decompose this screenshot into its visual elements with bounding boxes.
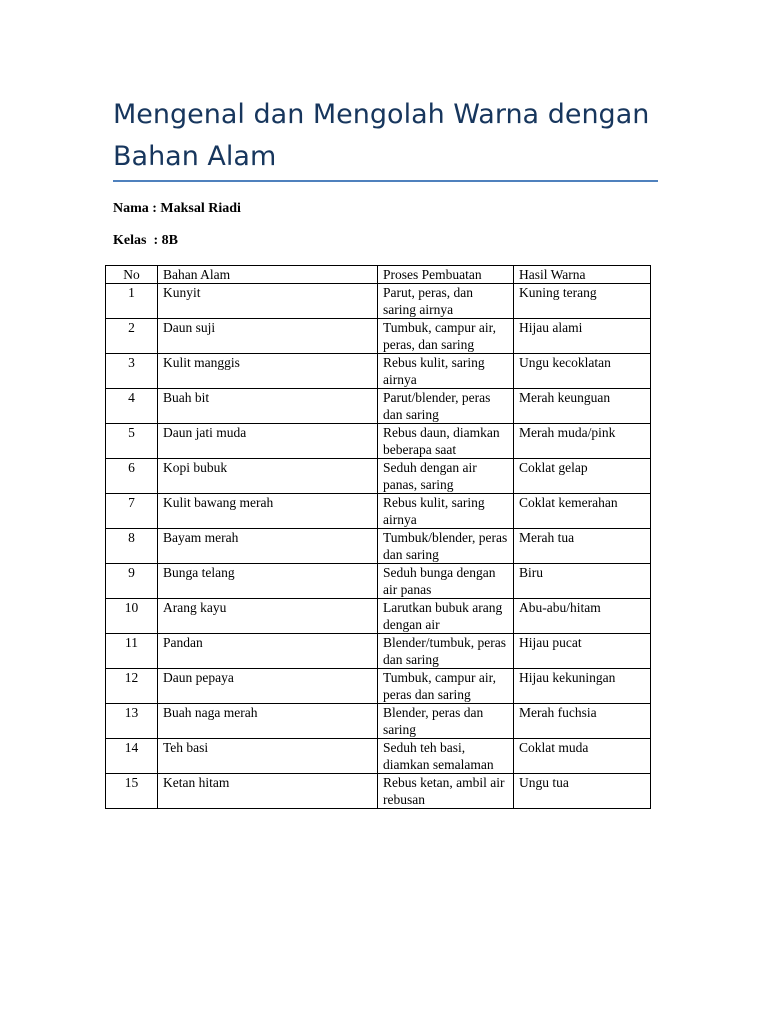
table-row bbox=[106, 389, 651, 424]
table-row bbox=[106, 459, 651, 494]
table-row bbox=[106, 774, 651, 809]
table-row bbox=[106, 704, 651, 739]
cell-bahan: Bunga telang bbox=[158, 564, 378, 599]
table-row bbox=[106, 424, 651, 459]
cell-proses: Larutkan bubuk arang dengan air bbox=[378, 599, 514, 634]
color-materials-table bbox=[105, 265, 651, 809]
header-bahan: Bahan Alam bbox=[158, 266, 378, 284]
cell-no: 13 bbox=[106, 704, 158, 739]
cell-bahan: Arang kayu bbox=[158, 599, 378, 634]
cell-proses: Blender, peras dan saring bbox=[378, 704, 514, 739]
title-divider bbox=[113, 180, 658, 182]
cell-no: 11 bbox=[106, 634, 158, 669]
cell-bahan: Teh basi bbox=[158, 739, 378, 774]
cell-hasil: Coklat gelap bbox=[514, 459, 651, 494]
cell-bahan: Kunyit bbox=[158, 284, 378, 319]
cell-no: 4 bbox=[106, 389, 158, 424]
cell-hasil: Merah fuchsia bbox=[514, 704, 651, 739]
cell-proses: Rebus daun, diamkan beberapa saat bbox=[378, 424, 514, 459]
table-row bbox=[106, 634, 651, 669]
cell-bahan: Bayam merah bbox=[158, 529, 378, 564]
table-row bbox=[106, 494, 651, 529]
cell-hasil: Hijau pucat bbox=[514, 634, 651, 669]
cell-no: 6 bbox=[106, 459, 158, 494]
table-row bbox=[106, 319, 651, 354]
cell-no: 14 bbox=[106, 739, 158, 774]
table-row bbox=[106, 284, 651, 319]
header-no: No bbox=[106, 266, 158, 284]
cell-bahan: Daun pepaya bbox=[158, 669, 378, 704]
cell-proses: Seduh teh basi, diamkan semalaman bbox=[378, 739, 514, 774]
student-class: Kelas : 8B bbox=[113, 233, 178, 248]
cell-no: 1 bbox=[106, 284, 158, 319]
table-row bbox=[106, 669, 651, 704]
cell-proses: Rebus kulit, saring airnya bbox=[378, 354, 514, 389]
table-row bbox=[106, 564, 651, 599]
cell-hasil: Kuning terang bbox=[514, 284, 651, 319]
cell-proses: Seduh bunga dengan air panas bbox=[378, 564, 514, 599]
cell-proses: Parut, peras, dan saring airnya bbox=[378, 284, 514, 319]
cell-no: 2 bbox=[106, 319, 158, 354]
cell-bahan: Kulit bawang merah bbox=[158, 494, 378, 529]
cell-hasil: Hijau kekuningan bbox=[514, 669, 651, 704]
header-proses: Proses Pembuatan bbox=[378, 266, 514, 284]
cell-hasil: Coklat muda bbox=[514, 739, 651, 774]
cell-hasil: Merah keunguan bbox=[514, 389, 651, 424]
cell-hasil: Merah muda/pink bbox=[514, 424, 651, 459]
cell-bahan: Ketan hitam bbox=[158, 774, 378, 809]
cell-hasil: Ungu kecoklatan bbox=[514, 354, 651, 389]
cell-bahan: Daun jati muda bbox=[158, 424, 378, 459]
cell-no: 5 bbox=[106, 424, 158, 459]
cell-hasil: Merah tua bbox=[514, 529, 651, 564]
cell-no: 12 bbox=[106, 669, 158, 704]
cell-no: 8 bbox=[106, 529, 158, 564]
cell-hasil: Hijau alami bbox=[514, 319, 651, 354]
cell-hasil: Abu-abu/hitam bbox=[514, 599, 651, 634]
table-row bbox=[106, 739, 651, 774]
table-row bbox=[106, 529, 651, 564]
table-body bbox=[106, 284, 651, 809]
cell-bahan: Pandan bbox=[158, 634, 378, 669]
student-name: Nama : Maksal Riadi bbox=[113, 201, 241, 216]
cell-bahan: Kopi bubuk bbox=[158, 459, 378, 494]
cell-no: 10 bbox=[106, 599, 158, 634]
cell-no: 15 bbox=[106, 774, 158, 809]
header-hasil: Hasil Warna bbox=[514, 266, 651, 284]
cell-hasil: Ungu tua bbox=[514, 774, 651, 809]
cell-proses: Blender/tumbuk, peras dan saring bbox=[378, 634, 514, 669]
table-row bbox=[106, 354, 651, 389]
cell-proses: Seduh dengan air panas, saring bbox=[378, 459, 514, 494]
cell-bahan: Buah bit bbox=[158, 389, 378, 424]
cell-bahan: Kulit manggis bbox=[158, 354, 378, 389]
cell-hasil: Biru bbox=[514, 564, 651, 599]
cell-hasil: Coklat kemerahan bbox=[514, 494, 651, 529]
cell-proses: Parut/blender, peras dan saring bbox=[378, 389, 514, 424]
table-row bbox=[106, 599, 651, 634]
document-title: Mengenal dan Mengolah Warna dengan Bahan Alam bbox=[113, 99, 650, 172]
cell-proses: Rebus ketan, ambil air rebusan bbox=[378, 774, 514, 809]
cell-bahan: Buah naga merah bbox=[158, 704, 378, 739]
table-header-row bbox=[106, 266, 651, 284]
cell-no: 9 bbox=[106, 564, 158, 599]
cell-proses: Rebus kulit, saring airnya bbox=[378, 494, 514, 529]
cell-proses: Tumbuk/blender, peras dan saring bbox=[378, 529, 514, 564]
cell-no: 3 bbox=[106, 354, 158, 389]
cell-proses: Tumbuk, campur air, peras dan saring bbox=[378, 669, 514, 704]
cell-bahan: Daun suji bbox=[158, 319, 378, 354]
cell-no: 7 bbox=[106, 494, 158, 529]
cell-proses: Tumbuk, campur air, peras, dan saring bbox=[378, 319, 514, 354]
